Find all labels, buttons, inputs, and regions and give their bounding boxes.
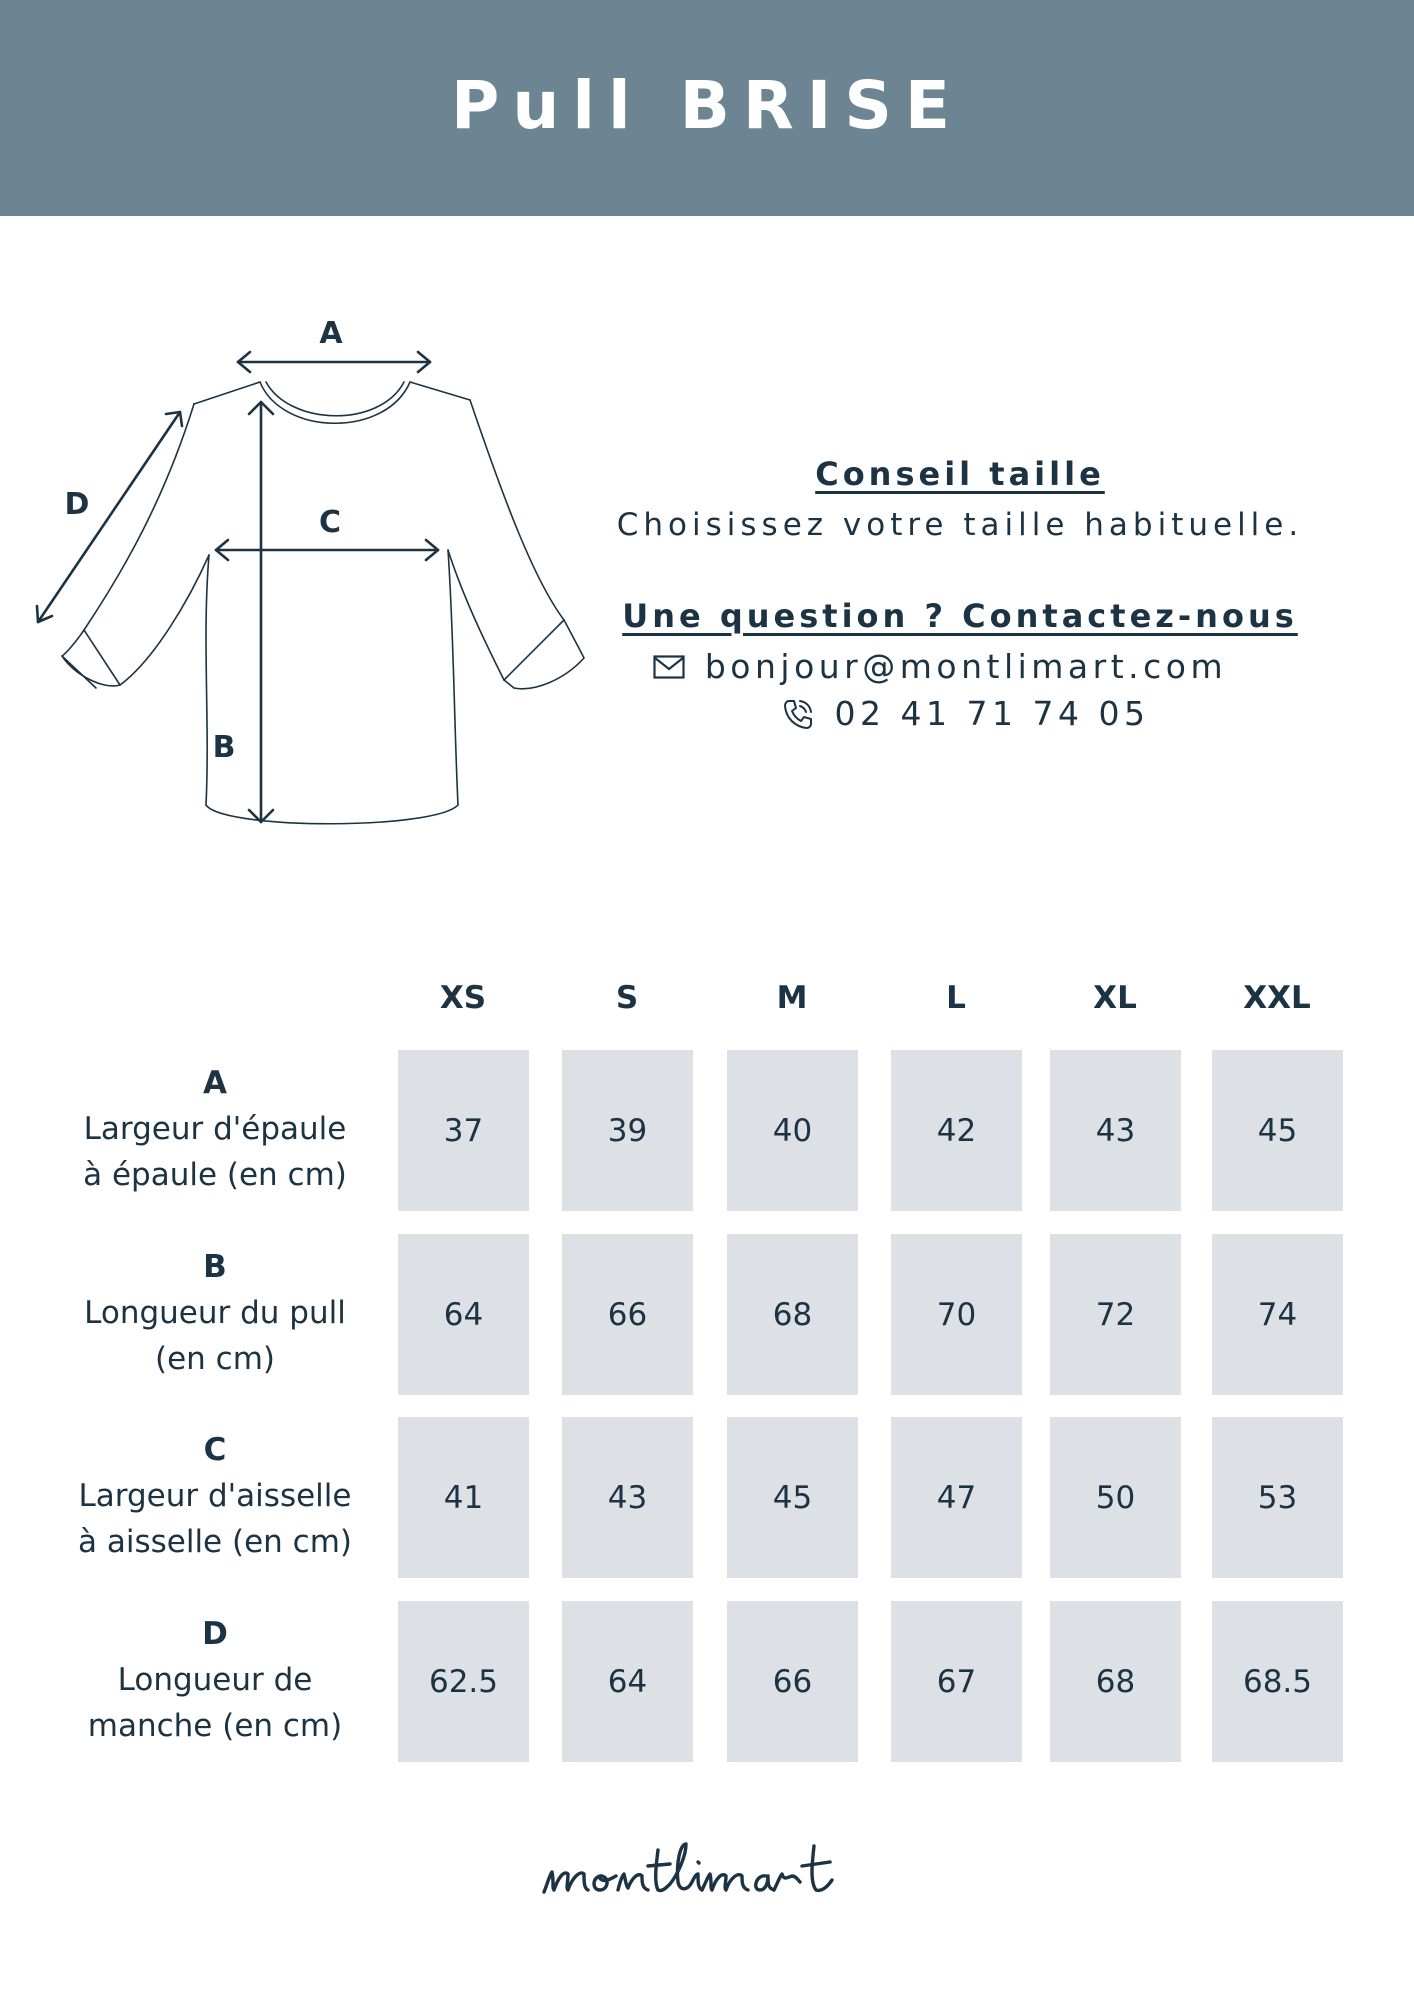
size-header-m: M <box>776 980 808 1016</box>
size-header-xxl: XXL <box>1243 980 1311 1016</box>
row-letter: C <box>203 1432 227 1468</box>
page-header <box>0 0 1414 216</box>
label-b: B <box>212 730 236 765</box>
page-title: Pull BRISE <box>451 66 963 144</box>
label-c: C <box>318 505 342 540</box>
size-header-xs: XS <box>439 980 487 1016</box>
table-cell: 39 <box>562 1050 693 1211</box>
size-header-s: S <box>615 980 639 1016</box>
table-cell: 40 <box>727 1050 858 1211</box>
table-cell: 43 <box>562 1417 693 1578</box>
advice-text: Choisissez votre taille habituelle. <box>616 507 1304 543</box>
table-cell: 37 <box>398 1050 529 1211</box>
table-cell: 41 <box>398 1417 529 1578</box>
row-letter: A <box>203 1065 227 1101</box>
phone-icon <box>781 697 815 731</box>
advice-title: Conseil taille <box>815 455 1105 493</box>
envelope-icon <box>653 655 685 679</box>
table-cell: 70 <box>891 1234 1022 1395</box>
row-label-a <box>40 1060 390 1198</box>
row-desc-line1: Longueur de <box>117 1662 313 1698</box>
table-cell: 45 <box>727 1417 858 1578</box>
table-cell: 66 <box>562 1234 693 1395</box>
table-cell: 67 <box>891 1601 1022 1762</box>
row-desc-line1: Largeur d'épaule <box>83 1111 347 1147</box>
table-cell: 68.5 <box>1212 1601 1343 1762</box>
row-desc-line1: Largeur d'aisselle <box>78 1478 352 1514</box>
label-a: A <box>319 316 343 351</box>
phone-contact[interactable] <box>610 694 1320 733</box>
table-cell: 50 <box>1050 1417 1181 1578</box>
row-letter: B <box>203 1249 227 1285</box>
table-cell: 47 <box>891 1417 1022 1578</box>
brand-logo <box>530 1830 890 1910</box>
table-cell: 53 <box>1212 1417 1343 1578</box>
table-cell: 68 <box>727 1234 858 1395</box>
table-cell: 72 <box>1050 1234 1181 1395</box>
size-header-xl: XL <box>1093 980 1137 1016</box>
row-label-b <box>40 1244 390 1382</box>
row-desc-line2: à épaule (en cm) <box>83 1157 347 1193</box>
contact-title: Une question ? Contactez-nous <box>622 597 1298 635</box>
phone-text[interactable]: 02 41 71 74 05 <box>834 694 1150 733</box>
row-desc-line2: à aisselle (en cm) <box>78 1524 352 1560</box>
row-label-c <box>40 1427 390 1565</box>
table-cell: 66 <box>727 1601 858 1762</box>
row-desc-line2: manche (en cm) <box>87 1708 343 1744</box>
table-cell: 68 <box>1050 1601 1181 1762</box>
table-cell: 64 <box>398 1234 529 1395</box>
table-cell: 42 <box>891 1050 1022 1211</box>
table-cell: 43 <box>1050 1050 1181 1211</box>
table-cell: 64 <box>562 1601 693 1762</box>
size-advice-block <box>600 455 1320 733</box>
sweater-measurement-diagram <box>24 300 604 860</box>
table-cell: 62.5 <box>398 1601 529 1762</box>
email-contact[interactable] <box>560 647 1320 686</box>
row-desc-line2: (en cm) <box>154 1341 275 1377</box>
table-cell: 45 <box>1212 1050 1343 1211</box>
email-text[interactable]: bonjour@montlimart.com <box>704 647 1228 686</box>
row-desc-line1: Longueur du pull <box>84 1295 346 1331</box>
size-header-l: L <box>946 980 966 1016</box>
row-label-d <box>40 1611 390 1749</box>
row-letter: D <box>202 1616 228 1652</box>
table-cell: 74 <box>1212 1234 1343 1395</box>
label-d: D <box>64 487 90 522</box>
